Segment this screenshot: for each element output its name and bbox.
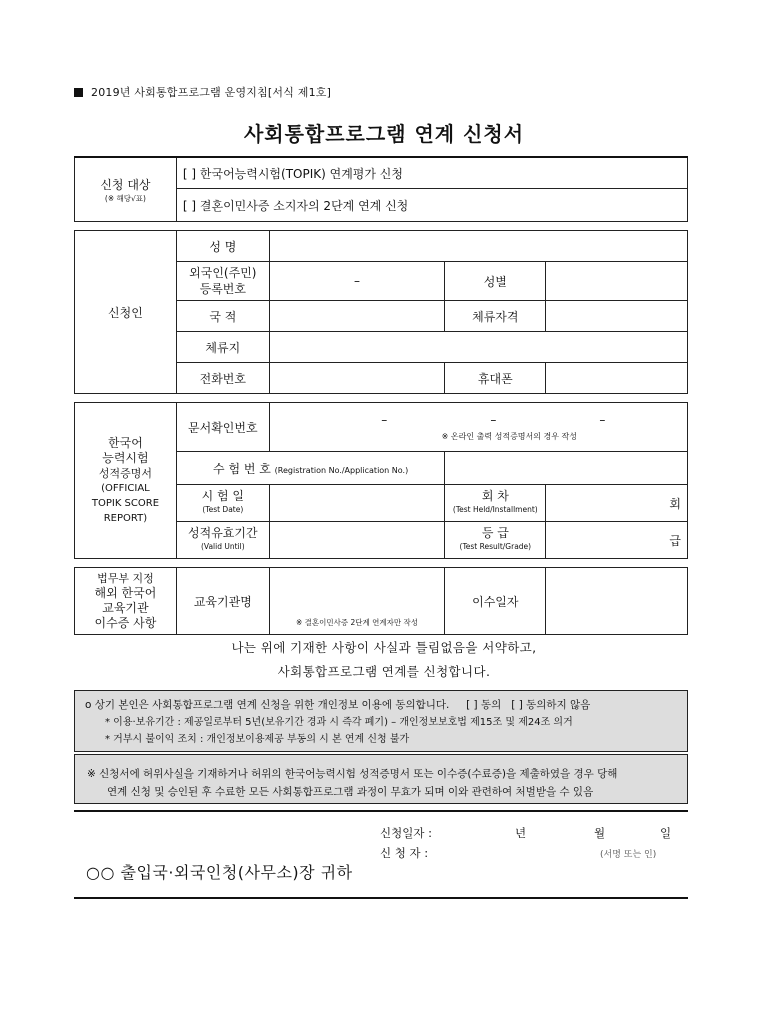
valid-field[interactable] [269,522,445,559]
reg-no-label [176,262,269,301]
session-text: 회 차 [481,489,509,503]
residence-field[interactable] [269,332,687,363]
doc-dash-3: – [599,412,606,427]
valid-text: 성적유효기간 [188,526,258,540]
addressee: ○○ 출입국·외국인청(사무소)장 귀하 [86,863,353,882]
residence-label: 체류지 [176,332,269,363]
session-label [445,485,546,522]
exam-no-field[interactable] [445,452,688,485]
phone-field[interactable] [269,363,445,394]
topik-label [75,403,177,559]
doc-dash-1: – [381,412,388,427]
grade-label [445,522,546,559]
reg-no-field[interactable]: – [269,262,445,301]
month-label[interactable]: 월 [594,826,606,840]
warning-line-2: 연계 신청 및 승인된 후 수료한 모든 사회통합프로그램 과정이 무효가 되며 이와 관련하여 처벌받을 수 있음 [107,786,594,798]
exam-no-text: 수 험 번 호 [213,461,271,476]
pledge-line-2: 사회통합프로그램 연계를 신청합니다. [277,664,491,679]
form-title: 사회통합프로그램 연계 신청서 [243,122,525,146]
valid-en: (Valid Until) [200,542,245,551]
status-label: 체류자격 [445,301,546,332]
session-en: (Test Held/Installment) [452,505,538,514]
doc-no-field[interactable] [269,403,687,452]
test-date-field[interactable] [269,485,445,522]
warning-box [74,754,688,804]
institution-field[interactable] [269,568,445,635]
overseas-label-4: 이수증 사항 [94,616,157,630]
grade-text: 등 급 [481,526,509,540]
test-date-en: (Test Date) [202,505,244,514]
phone-label: 전화번호 [176,363,269,394]
valid-label [176,522,269,559]
pledge-line-1: 나는 위에 기재한 사항이 사실과 틀림없음을 서약하고, [231,640,537,655]
overseas-label-2: 해외 한국어 [94,586,157,600]
exam-no-en: (Registration No./Application No.) [274,465,409,475]
sign-note[interactable]: (서명 또는 인) [600,850,657,860]
year-label[interactable]: 년 [515,826,527,840]
doc-dash-2: – [490,412,497,427]
privacy-line-1 [85,697,677,714]
privacy-disagree-checkbox[interactable]: [ ] 동의하지 않음 [511,699,591,711]
completion-field[interactable] [546,568,688,635]
topik-label-1: 한국어 [108,435,143,450]
privacy-agree-checkbox[interactable]: [ ] 동의 [466,699,502,711]
mobile-field[interactable] [546,363,688,394]
reg-no-label-2: 등록번호 [199,282,246,296]
mobile-label: 휴대폰 [445,363,546,394]
form-header-text: 2019년 사회통합프로그램 운영지침[서식 제1호] [91,86,332,99]
doc-no-dashes [270,413,687,427]
grade-en: (Test Result/Grade) [459,542,532,551]
gender-field[interactable] [546,262,688,301]
warning-line-1: ※ 신청서에 허위사실을 기재하거나 허위의 한국어능력시험 성적증명서 또는 이수증(수료증)을 제출하였을 경우 당해 [87,768,618,780]
application-table [74,156,688,635]
privacy-consent-box [74,690,688,752]
grade-field[interactable]: 급 [546,522,688,559]
test-date-text: 시 험 일 [201,489,245,503]
target-option-topik[interactable]: [ ] 한국어능력시험(TOPIK) 연계평가 신청 [176,157,687,189]
doc-no-label: 문서확인번호 [176,403,269,452]
gender-label: 성별 [445,262,546,301]
name-label: 성 명 [176,231,269,262]
overseas-label [75,568,177,635]
privacy-line-3: * 거부시 불이익 조치 : 개인정보이용제공 부동의 시 본 연계 신청 불가 [105,734,410,745]
target-sublabel: (※ 해당√표) [104,193,146,203]
day-label[interactable]: 일 [660,826,672,840]
nationality-label: 국 적 [176,301,269,332]
overseas-label-3: 교육기관 [102,601,149,615]
target-label-cell [75,157,177,222]
topik-label-4: (OFFICIAL [101,482,150,494]
reg-no-label-1: 외국인(주민) [189,266,257,280]
form-header [74,84,331,100]
square-bullet-icon [74,88,83,97]
target-label: 신청 대상 [100,177,151,192]
status-field[interactable] [546,301,688,332]
name-field[interactable] [269,231,687,262]
institution-note: ※ 결혼이민사증 2단계 연계자만 작성 [296,618,419,627]
signature-top-rule [74,810,688,812]
applicant-sign-label: 신 청 자 : [380,846,429,860]
overseas-label-1: 법무부 지정 [97,572,154,585]
nationality-field[interactable] [269,301,445,332]
session-field[interactable]: 회 [546,485,688,522]
topik-label-6: REPORT) [103,512,148,524]
topik-label-2: 능력시험 [102,450,149,465]
applicant-label: 신청인 [75,231,177,394]
topik-label-5: TOPIK SCORE [91,497,160,509]
completion-label: 이수일자 [445,568,546,635]
test-date-label [176,485,269,522]
privacy-consent-text: o 상기 본인은 사회통합프로그램 연계 신청을 위한 개인정보 이용에 동의합니다. [85,699,450,711]
target-option-marriage[interactable]: [ ] 결혼이민사증 소지자의 2단계 연계 신청 [176,189,687,222]
exam-no-label [176,452,444,485]
doc-no-note: ※ 온라인 출력 성적증명서의 경우 작성 [441,431,577,441]
date-label: 신청일자 : [380,826,432,840]
privacy-line-2: * 이용·보유기간 : 제공일로부터 5년(보유기간 경과 시 즉각 폐기) – 개인정보보호법 제15조 및 제24조 의거 [105,717,573,728]
topik-label-3: 성적증명서 [98,466,153,480]
institution-label: 교육기관명 [176,568,269,635]
signature-bottom-rule [74,897,688,899]
